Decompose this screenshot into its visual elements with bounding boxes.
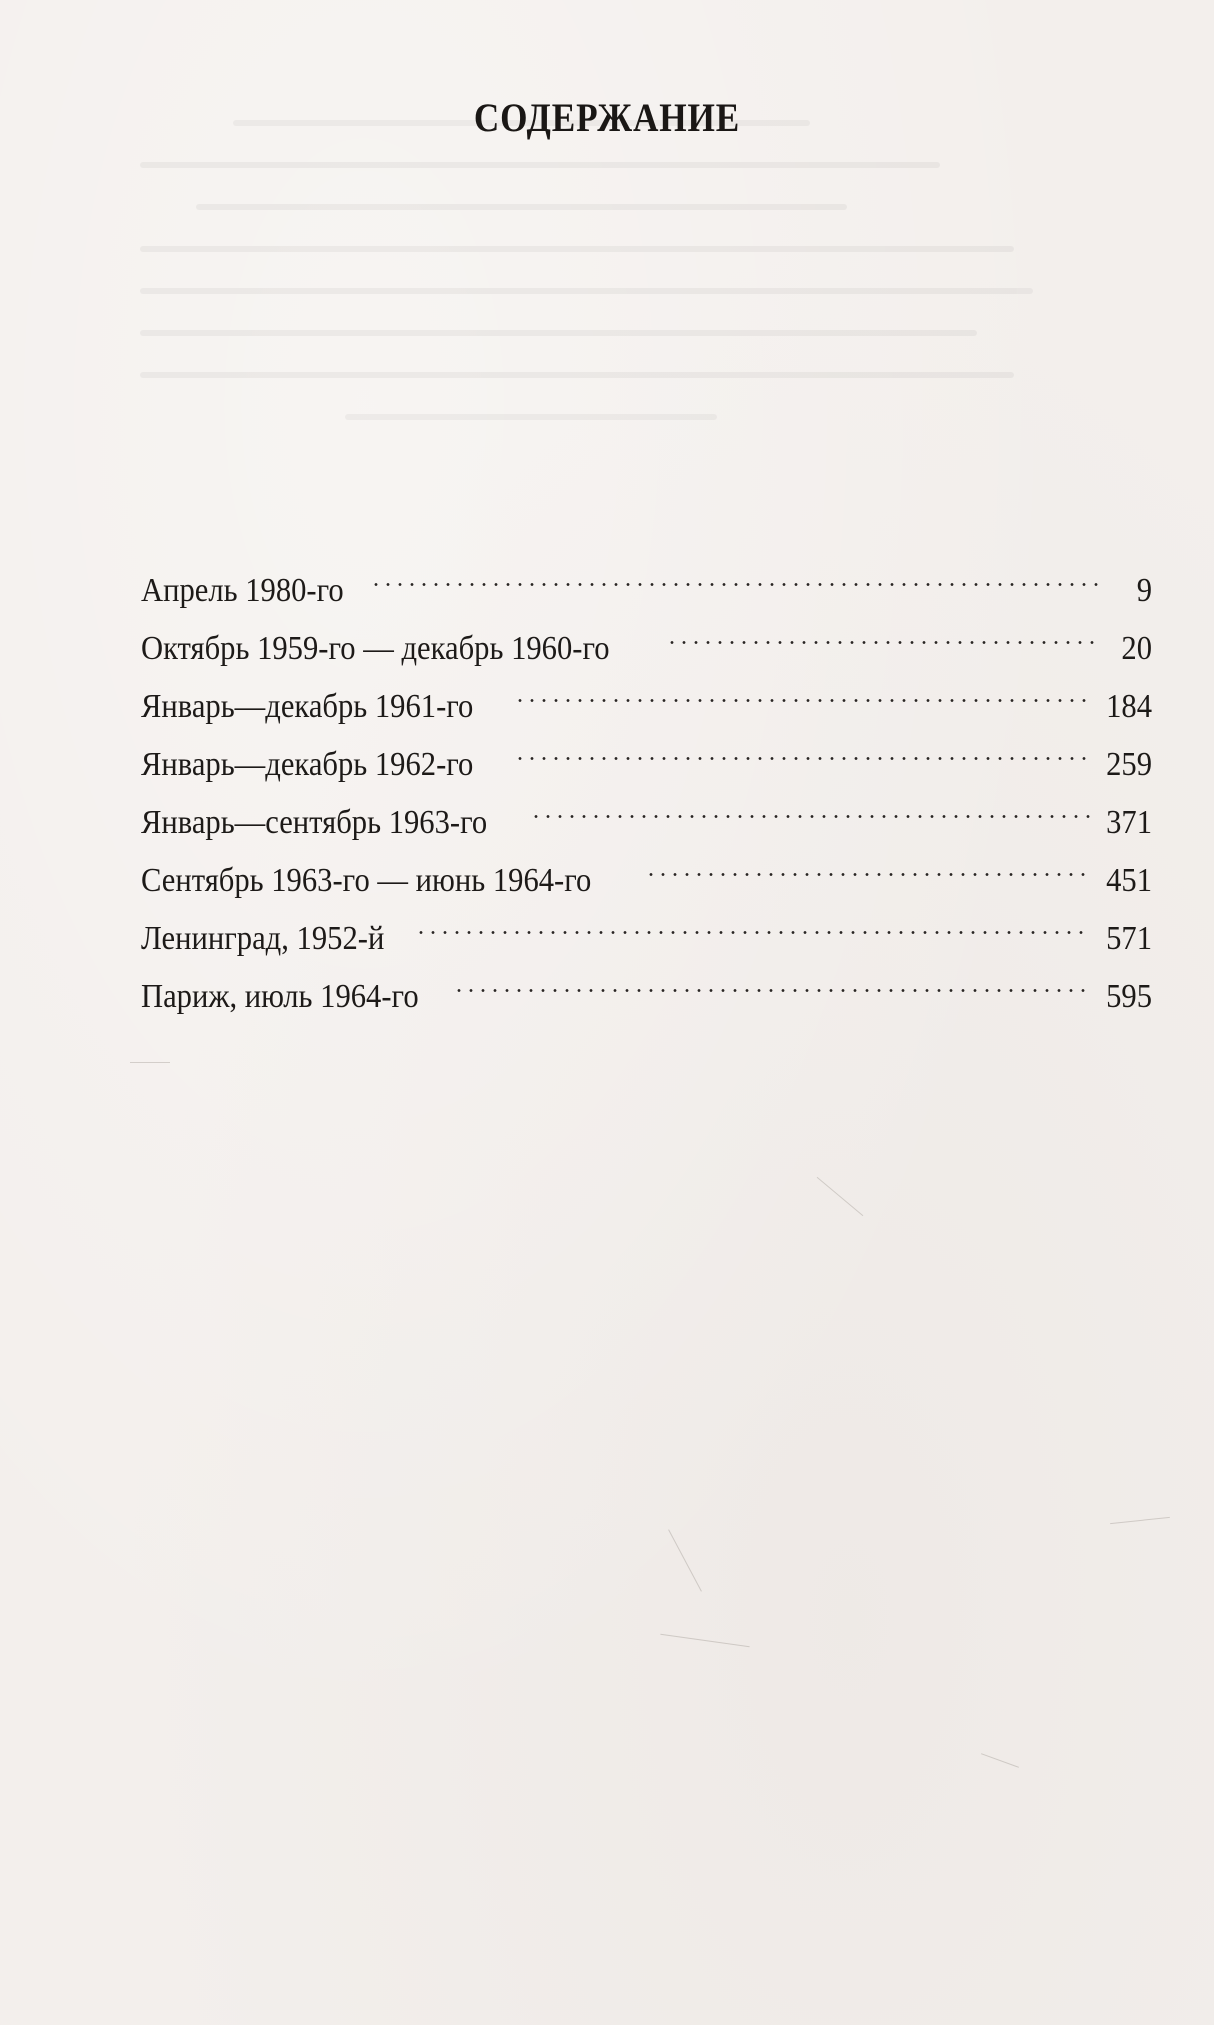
paper-fiber <box>130 1062 170 1063</box>
paper-fiber <box>668 1529 702 1591</box>
toc-entry-page: 259 <box>1106 746 1152 783</box>
toc-entry-page: 451 <box>1106 862 1152 899</box>
dot-leader <box>514 659 1091 717</box>
toc-entry-label: Сентябрь 1963-го — июнь 1964-го <box>141 862 592 899</box>
toc-entry-label: Январь—декабрь 1962-го <box>141 746 474 783</box>
paper-fiber <box>660 1634 749 1648</box>
toc-entry-page: 9 <box>1136 572 1152 609</box>
toc-entry-page: 20 <box>1121 630 1152 667</box>
paper-fiber <box>1110 1517 1170 1524</box>
toc-entry-label: Париж, июль 1964-го <box>141 978 419 1015</box>
toc-entry-page: 595 <box>1106 978 1152 1015</box>
toc-entry-label: Январь—декабрь 1961-го <box>141 688 474 725</box>
dot-leader <box>645 833 1091 891</box>
table-of-contents <box>141 543 1152 1015</box>
paper-fiber <box>817 1177 864 1216</box>
toc-entry-label: Апрель 1980-го <box>141 572 344 609</box>
page-title: СОДЕРЖАНИЕ <box>473 95 741 140</box>
toc-entry-page: 571 <box>1106 920 1152 957</box>
dot-leader <box>514 717 1091 775</box>
dot-leader <box>415 891 1091 949</box>
toc-entry-page: 371 <box>1106 804 1152 841</box>
paper-fiber <box>981 1753 1019 1768</box>
dot-leader <box>370 543 1098 601</box>
toc-entry-label: Ленинград, 1952-й <box>141 920 385 957</box>
dot-leader <box>666 601 1098 659</box>
dot-leader <box>453 949 1091 1007</box>
toc-entry-page: 184 <box>1106 688 1152 725</box>
toc-entry-label: Январь—сентябрь 1963-го <box>141 804 488 841</box>
toc-entry-label: Октябрь 1959-го — декабрь 1960-го <box>141 630 610 667</box>
toc-entry[interactable] <box>141 543 1152 609</box>
show-through-text <box>140 120 1070 500</box>
dot-leader <box>530 775 1091 833</box>
